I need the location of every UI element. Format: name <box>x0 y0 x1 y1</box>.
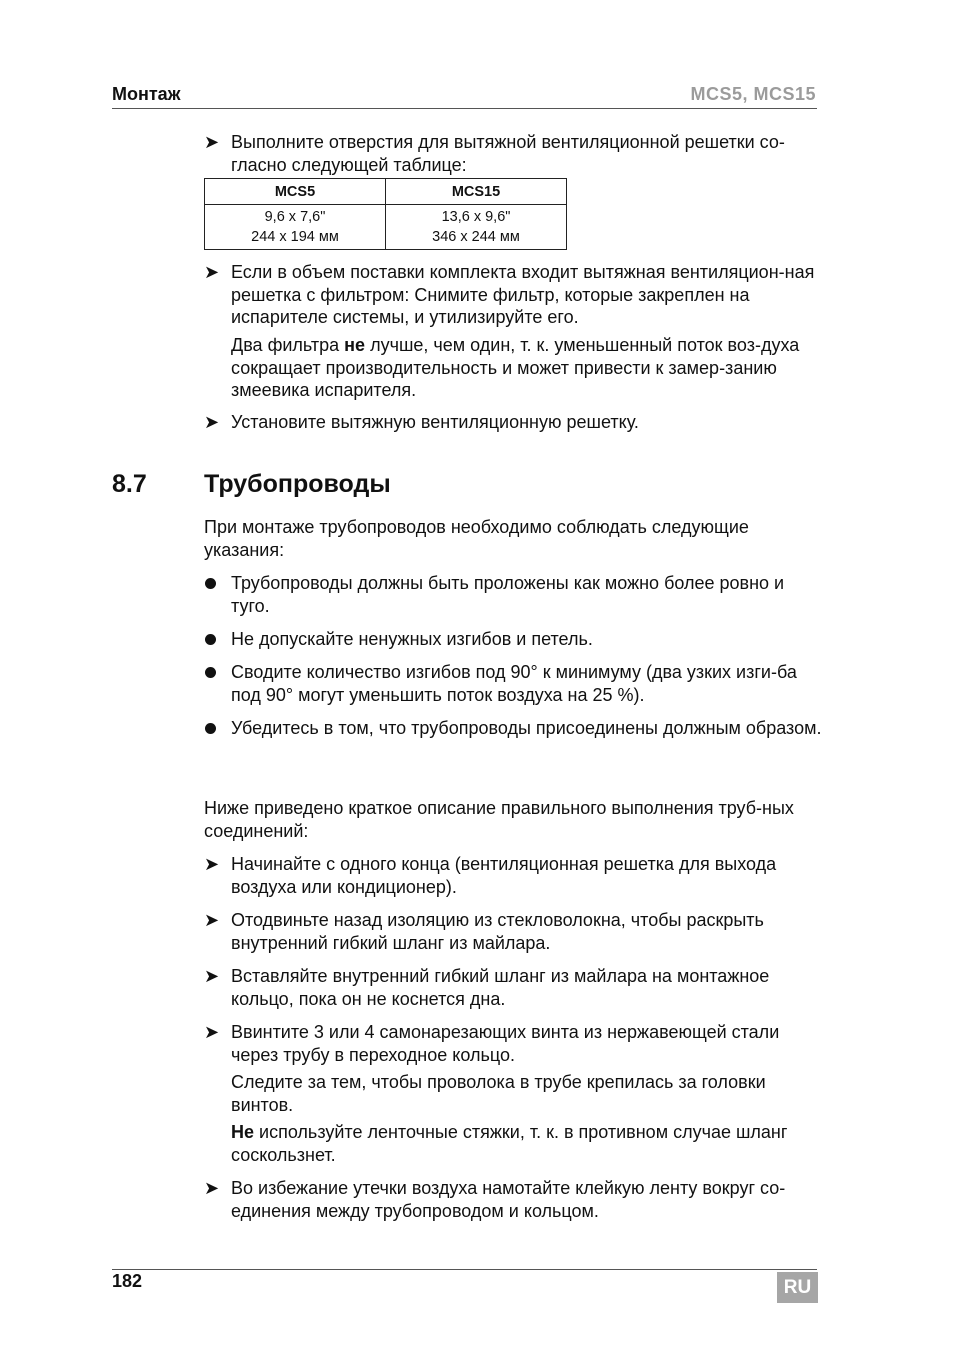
dim-mm: 346 x 244 мм <box>432 229 520 245</box>
table-header-mcs15: MCS15 <box>386 179 567 205</box>
note-text: используйте ленточные стяжки, т. к. в противном случае шланг соскользнет. <box>231 1122 788 1165</box>
note-emphasis: не <box>344 335 366 355</box>
table-cell-mcs5 <box>205 205 386 250</box>
step-item <box>204 1177 824 1222</box>
arrow-icon: ➤ <box>204 1022 220 1042</box>
table-row <box>205 205 567 250</box>
step-vent-holes <box>204 131 824 176</box>
step-text: Установите вытяжную вентиляционную решетку. <box>231 412 639 432</box>
step-install-grille <box>204 411 824 434</box>
section-title: Трубопроводы <box>204 470 391 498</box>
list-item <box>204 717 824 740</box>
step-text: Ввинтите 3 или 4 самонарезающих винта из нержавеющей стали через трубу в переходное кольцо. <box>231 1022 780 1065</box>
step-text: Начинайте с одного конца (вентиляционная решетка для выхода воздуха или кондиционер). <box>231 854 777 897</box>
step-text: Если в объем поставки комплекта входит вытяжная вентиляцион-ная решетка с фильтром: Снимите фильтр, которые закреплен на испарителе системы, и утилизируйте его. <box>231 262 815 327</box>
step-text: Вставляйте внутренний гибкий шланг из майлара на монтажное кольцо, пока он не коснется дна. <box>231 966 770 1009</box>
step-item <box>204 853 824 898</box>
bullet-icon <box>204 661 226 684</box>
table-cell-mcs15 <box>386 205 567 250</box>
page-number: 182 <box>112 1271 143 1291</box>
dim-inches: 13,6 x 9,6" <box>441 209 511 225</box>
table-header-mcs5: MCS5 <box>205 179 386 205</box>
section-intro: При монтаже трубопроводов необходимо соблюдать следующие указания: <box>204 517 749 560</box>
header-section-title: Монтаж <box>112 84 181 104</box>
step-item <box>204 965 824 1010</box>
bullet-icon <box>204 717 226 740</box>
arrow-icon: ➤ <box>204 910 220 930</box>
arrow-icon: ➤ <box>204 412 220 432</box>
dimensions-table <box>204 178 567 250</box>
list-item-text: Не допускайте ненужных изгибов и петель. <box>231 629 593 649</box>
arrow-icon: ➤ <box>204 1178 220 1198</box>
language-badge: RU <box>777 1272 818 1303</box>
list-item-text: Убедитесь в том, что трубопроводы присоединены должным образом. <box>231 718 822 738</box>
arrow-icon: ➤ <box>204 854 220 874</box>
list-item-text: Трубопроводы должны быть проложены как можно более ровно и туго. <box>231 573 785 616</box>
step-item <box>204 1021 824 1066</box>
list-item-text: Сводите количество изгибов под 90° к минимуму (два узких изги-ба под 90° могут уменьшить поток воздуха на 25 %). <box>231 662 797 705</box>
section-number: 8.7 <box>112 470 147 498</box>
screw-note: Следите за тем, чтобы проволока в трубе крепилась за головки винтов. <box>231 1072 766 1115</box>
bullet-icon <box>204 628 226 651</box>
header-model-names: MCS5, MCS15 <box>690 84 816 104</box>
note-text: Два фильтра <box>231 335 345 355</box>
dim-mm: 244 x 194 мм <box>251 229 339 245</box>
ties-note <box>231 1121 824 1166</box>
list-item <box>204 572 824 617</box>
arrow-icon: ➤ <box>204 132 220 152</box>
footer-rule <box>112 1269 817 1270</box>
arrow-icon: ➤ <box>204 966 220 986</box>
step-text: Во избежание утечки воздуха намотайте клейкую ленту вокруг со-единения между трубопроводом и кольцом. <box>231 1178 786 1221</box>
arrow-icon: ➤ <box>204 262 220 282</box>
note-emphasis: Не <box>231 1122 255 1142</box>
list-item <box>204 661 824 706</box>
list-item <box>204 628 824 651</box>
bullet-icon <box>204 572 226 595</box>
table-header-row <box>205 179 567 205</box>
dim-inches: 9,6 x 7,6" <box>264 209 326 225</box>
step-text: Выполните отверстия для вытяжной вентиляционной решетки со-гласно следующей таблице: <box>231 132 785 175</box>
filter-note <box>231 334 824 402</box>
step-item <box>204 909 824 954</box>
step-text: Отодвиньте назад изоляцию из стекловолокна, чтобы раскрыть внутренний гибкий шланг из майлара. <box>231 910 764 953</box>
joints-intro: Ниже приведено краткое описание правильного выполнения труб-ных соединений: <box>204 798 794 841</box>
step-remove-filter <box>204 261 824 329</box>
header-rule <box>112 108 817 109</box>
note-text: лучше, чем один, т. к. уменьшенный поток воз-духа сокращает производительность и может привести к замер-занию змеевика испарителя. <box>231 335 800 400</box>
